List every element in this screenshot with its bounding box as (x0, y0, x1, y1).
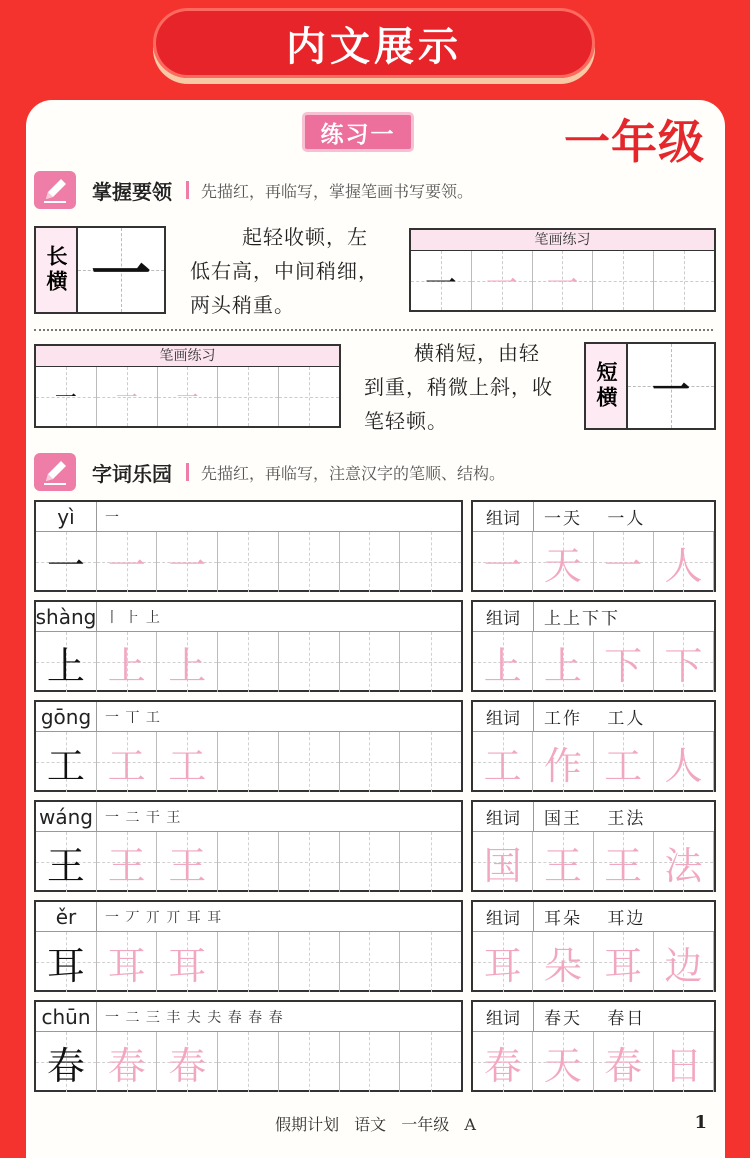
practice-header: 笔画练习 (36, 346, 339, 367)
word-list: 耳朵 耳边 (544, 909, 646, 929)
stroke-demo (628, 344, 714, 428)
trace-cell[interactable] (279, 632, 340, 692)
char-cell[interactable]: 王 (36, 832, 97, 892)
char-practice-box (34, 500, 463, 592)
lesson-tag: 练习一 (302, 112, 414, 152)
trace-cell[interactable] (279, 832, 340, 892)
word-trace-cell[interactable]: 天 (533, 1032, 593, 1092)
trace-cell[interactable]: 耳 (157, 932, 218, 992)
word-practice-box (471, 900, 716, 992)
word-trace-cell[interactable]: 边 (654, 932, 714, 992)
character-row (34, 800, 716, 892)
word-tag: 组词 (473, 1002, 534, 1031)
char-practice-box (34, 900, 463, 992)
trace-cell[interactable]: 工 (97, 732, 158, 792)
section-title: 字词乐园 (92, 461, 172, 486)
stroke-card-short (584, 342, 716, 430)
word-tag: 组词 (473, 702, 534, 731)
trace-cell[interactable] (340, 932, 401, 992)
char-practice-box (34, 800, 463, 892)
trace-cell[interactable] (279, 1032, 340, 1092)
char-cell[interactable]: 耳 (36, 932, 97, 992)
trace-cell[interactable]: 一 (97, 532, 158, 592)
word-trace-cell[interactable]: 工 (594, 732, 654, 792)
character-row (34, 500, 716, 592)
trace-cell[interactable] (340, 832, 401, 892)
trace-cell[interactable] (218, 1032, 279, 1092)
word-trace-cell[interactable]: 人 (654, 532, 714, 592)
practice-cell[interactable] (279, 367, 339, 426)
char-practice-box (34, 600, 463, 692)
trace-cell[interactable]: 王 (97, 832, 158, 892)
word-trace-cell[interactable]: 下 (594, 632, 654, 692)
word-trace-cell[interactable]: 朵 (533, 932, 593, 992)
section-note: 先描红，再临写，掌握笔画书写要领。 (201, 181, 474, 201)
stroke-glyph: 一 (91, 240, 151, 310)
stroke-order: 一 丆 丌 丌 耳 耳 (105, 909, 223, 926)
workbook-page (26, 100, 725, 1158)
word-practice-box (471, 1000, 716, 1092)
trace-cell[interactable] (340, 1032, 401, 1092)
word-practice-box (471, 700, 716, 792)
character-row (34, 1000, 716, 1092)
stroke-glyph: 一 (651, 366, 690, 412)
char-practice-box (34, 700, 463, 792)
stroke-label: 短横 (586, 344, 628, 428)
stroke-card-long (34, 226, 166, 314)
trace-cell[interactable] (340, 632, 401, 692)
stroke-order: 丨 ⺊ 上 (105, 609, 161, 626)
practice-cell[interactable]: 一 (411, 251, 472, 310)
char-practice-box (34, 1000, 463, 1092)
pinyin: shàng (36, 602, 97, 631)
word-trace-cell[interactable]: 上 (473, 632, 533, 692)
word-trace-cell[interactable]: 日 (654, 1032, 714, 1092)
trace-cell[interactable]: 上 (97, 632, 158, 692)
char-cell[interactable]: 上 (36, 632, 97, 692)
trace-cell[interactable] (340, 532, 401, 592)
word-trace-cell[interactable]: 上 (533, 632, 593, 692)
trace-cell[interactable] (400, 1032, 461, 1092)
footer-text: 假期计划 语文 一年级 A (275, 1115, 476, 1134)
word-trace-cell[interactable]: 春 (594, 1032, 654, 1092)
char-cell[interactable]: 工 (36, 732, 97, 792)
pinyin: chūn (36, 1002, 97, 1031)
trace-cell[interactable]: 春 (97, 1032, 158, 1092)
grade-label: 一年级 (564, 115, 705, 169)
banner-title: 内文展示 (153, 8, 595, 78)
char-cell[interactable]: 一 (36, 532, 97, 592)
trace-cell[interactable] (340, 732, 401, 792)
word-list: 工作 工人 (544, 709, 646, 729)
stroke-description-short: 横稍短，由轻 到重，稍微上斜，收 笔轻顿。 (364, 341, 553, 433)
trace-cell[interactable] (400, 832, 461, 892)
trace-cell[interactable]: 春 (157, 1032, 218, 1092)
word-trace-cell[interactable]: 国 (473, 832, 533, 892)
stroke-order: 一 (105, 509, 120, 526)
word-tag: 组词 (473, 802, 534, 831)
stroke-label: 长横 (36, 228, 78, 312)
char-cell[interactable]: 春 (36, 1032, 97, 1092)
practice-cell[interactable]: 一 (158, 367, 219, 426)
trace-cell[interactable] (400, 732, 461, 792)
trace-cell[interactable] (218, 932, 279, 992)
stroke-practice-short (34, 344, 341, 428)
word-trace-cell[interactable]: 耳 (594, 932, 654, 992)
word-list: 一天 一人 (544, 509, 646, 529)
word-list: 春天 春日 (544, 1009, 646, 1029)
practice-cell[interactable]: 一 (472, 251, 533, 310)
trace-cell[interactable]: 耳 (97, 932, 158, 992)
word-trace-cell[interactable]: 一 (594, 532, 654, 592)
word-tag: 组词 (473, 602, 534, 631)
trace-cell[interactable] (218, 732, 279, 792)
word-practice-box (471, 500, 716, 592)
section-divider-bar (186, 181, 189, 199)
trace-cell[interactable] (218, 532, 279, 592)
stroke-order: 一 丅 工 (105, 709, 161, 726)
word-trace-cell[interactable]: 工 (473, 732, 533, 792)
word-tag: 组词 (473, 502, 534, 531)
practice-cell[interactable] (593, 251, 654, 310)
trace-cell[interactable]: 一 (157, 532, 218, 592)
stroke-order: 一 二 干 王 (105, 809, 182, 826)
trace-cell[interactable] (400, 632, 461, 692)
character-row (34, 600, 716, 692)
trace-cell[interactable]: 工 (157, 732, 218, 792)
pinyin: ěr (36, 902, 97, 931)
page-number: 1 (694, 1112, 707, 1133)
word-trace-cell[interactable]: 天 (533, 532, 593, 592)
word-trace-cell[interactable]: 下 (654, 632, 714, 692)
practice-cell[interactable] (654, 251, 714, 310)
stroke-order: 一 二 三 丰 夫 夫 春 春 春 (105, 1009, 284, 1026)
dotted-divider (34, 329, 713, 331)
section-note: 先描红，再临写，注意汉字的笔顺、结构。 (201, 463, 506, 483)
word-practice-box (471, 600, 716, 692)
word-trace-cell[interactable]: 一 (473, 532, 533, 592)
word-trace-cell[interactable]: 耳 (473, 932, 533, 992)
character-row (34, 700, 716, 792)
stroke-practice-long (409, 228, 716, 312)
pinyin: wáng (36, 802, 97, 831)
trace-cell[interactable]: 王 (157, 832, 218, 892)
section-title: 掌握要领 (92, 179, 172, 204)
trace-cell[interactable] (400, 532, 461, 592)
stroke-demo (78, 228, 164, 312)
trace-cell[interactable] (218, 632, 279, 692)
section-header-tips (34, 168, 473, 212)
word-trace-cell[interactable]: 王 (533, 832, 593, 892)
word-trace-cell[interactable]: 王 (594, 832, 654, 892)
practice-cell[interactable]: 一 (97, 367, 158, 426)
pinyin: yì (36, 502, 97, 531)
trace-cell[interactable] (279, 732, 340, 792)
word-practice-box (471, 800, 716, 892)
word-list: 国王 王法 (544, 809, 646, 829)
word-trace-cell[interactable]: 法 (654, 832, 714, 892)
word-tag: 组词 (473, 902, 534, 931)
practice-cell[interactable] (218, 367, 279, 426)
practice-cell[interactable]: 一 (533, 251, 594, 310)
practice-header: 笔画练习 (411, 230, 714, 251)
section-header-words (34, 450, 505, 494)
trace-cell[interactable] (279, 932, 340, 992)
character-row (34, 900, 716, 992)
trace-cell[interactable] (218, 832, 279, 892)
section-divider-bar (186, 463, 189, 481)
practice-cell[interactable]: 一 (36, 367, 97, 426)
word-trace-cell[interactable]: 人 (654, 732, 714, 792)
pencil-icon (34, 171, 76, 209)
word-trace-cell[interactable]: 春 (473, 1032, 533, 1092)
trace-cell[interactable]: 上 (157, 632, 218, 692)
pinyin: gōng (36, 702, 97, 731)
trace-cell[interactable] (400, 932, 461, 992)
word-list: 上上下下 (544, 609, 620, 629)
word-trace-cell[interactable]: 作 (533, 732, 593, 792)
trace-cell[interactable] (279, 532, 340, 592)
stroke-description-long: 起轻收顿，左 低右高，中间稍细， 两头稍重。 (190, 225, 379, 317)
pencil-icon (34, 453, 76, 491)
